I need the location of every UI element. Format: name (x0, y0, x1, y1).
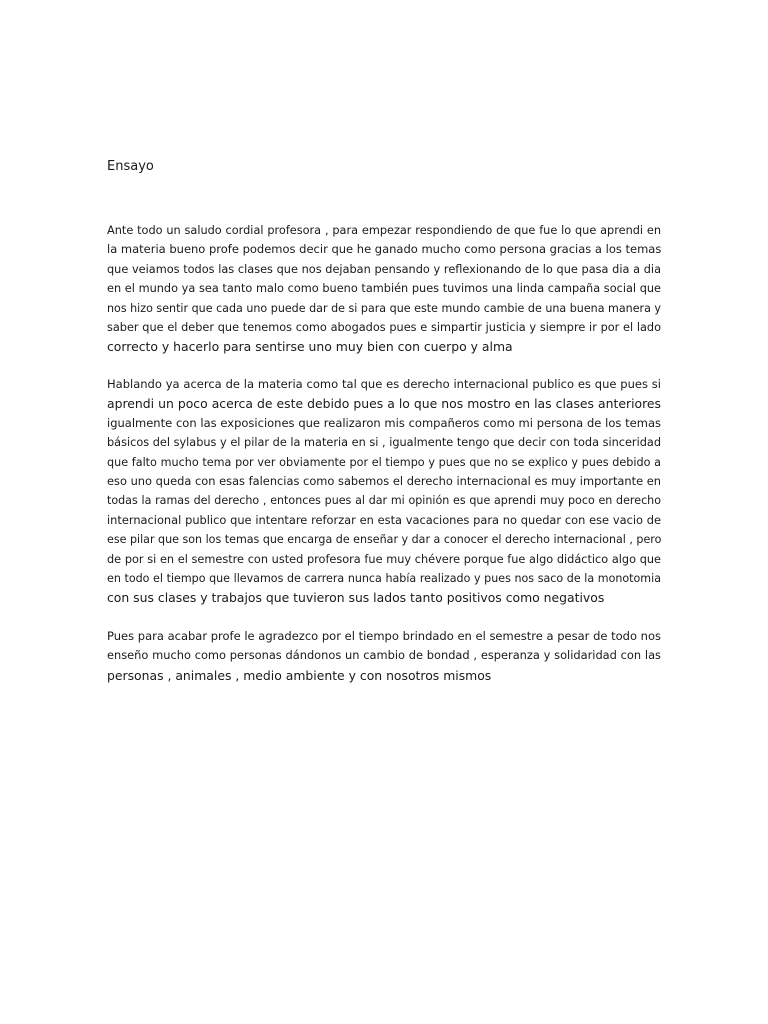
text-line: en todo el tiempo que llevamos de carrera nunca había realizado y pues nos saco de la monotomia (107, 571, 661, 585)
text-line: saber que el deber que tenemos como abogados pues e simpartir justicia y siempre ir por el lado (107, 320, 661, 334)
text-line: en el mundo ya sea tanto malo como bueno también pues tuvimos una linda campaña social que (107, 282, 661, 296)
text-line: todas la ramas del derecho , entonces pues al dar mi opinión es que aprendi muy poco en derecho (107, 494, 661, 508)
text-line: ese pilar que son los temas que encarga de enseñar y dar a conocer el derecho internacional , pero (107, 533, 662, 547)
paragraph-3 (107, 627, 661, 685)
text-line: eso uno queda con esas falencias como sabemos el derecho internacional es muy importante en (107, 473, 661, 488)
text-line: de por si en el semestre con usted profesora fue muy chévere porque fue algo didáctico algo que (107, 552, 661, 566)
text-line: Hablando ya acerca de la materia como tal que es derecho internacional publico es que pues si (107, 377, 661, 391)
text-line: que veiamos todos las clases que nos dejaban pensando y reflexionando de lo que pasa dia a dia (107, 262, 661, 276)
text-line: igualmente con las exposiciones que realizaron mis compañeros como mi persona de los temas (107, 415, 661, 430)
text-line: la materia bueno profe podemos decir que he ganado mucho como persona gracias a los temas (107, 242, 662, 257)
paragraph-2 (107, 375, 661, 608)
text-line: correcto y hacerlo para sentirse uno muy bien con cuerpo y alma (107, 339, 513, 355)
text-line: con sus clases y trabajos que tuvieron sus lados tanto positivos como negativos (107, 590, 605, 606)
text-line: enseño mucho como personas dándonos un cambio de bondad , esperanza y solidaridad con las (107, 648, 661, 663)
text-line: aprendi un poco acerca de este debido pues a lo que nos mostro en las clases anteriores (107, 396, 661, 412)
text-line: internacional publico que intentare reforzar en esta vacaciones para no quedar con ese vacio de (107, 512, 661, 527)
text-line: básicos del sylabus y el pilar de la materia en si , igualmente tengo que decir con toda sinceridad (107, 436, 661, 450)
paragraph-1 (107, 221, 661, 357)
text-line: nos hizo sentir que cada uno puede dar de si para que este mundo cambie de una buena manera y (107, 301, 661, 315)
document-title: Ensayo (107, 159, 154, 174)
text-line: Pues para acabar profe le agradezco por el tiempo brindado en el semestre a pesar de todo nos (107, 629, 661, 643)
text-line: que falto mucho tema por ver obviamente por el tiempo y pues que no se explico y pues debido a (107, 455, 661, 469)
text-line: personas , animales , medio ambiente y con nosotros mismos (107, 667, 492, 683)
text-line: Ante todo un saludo cordial profesora , para empezar respondiendo de que fue lo que aprendi en (107, 224, 661, 237)
